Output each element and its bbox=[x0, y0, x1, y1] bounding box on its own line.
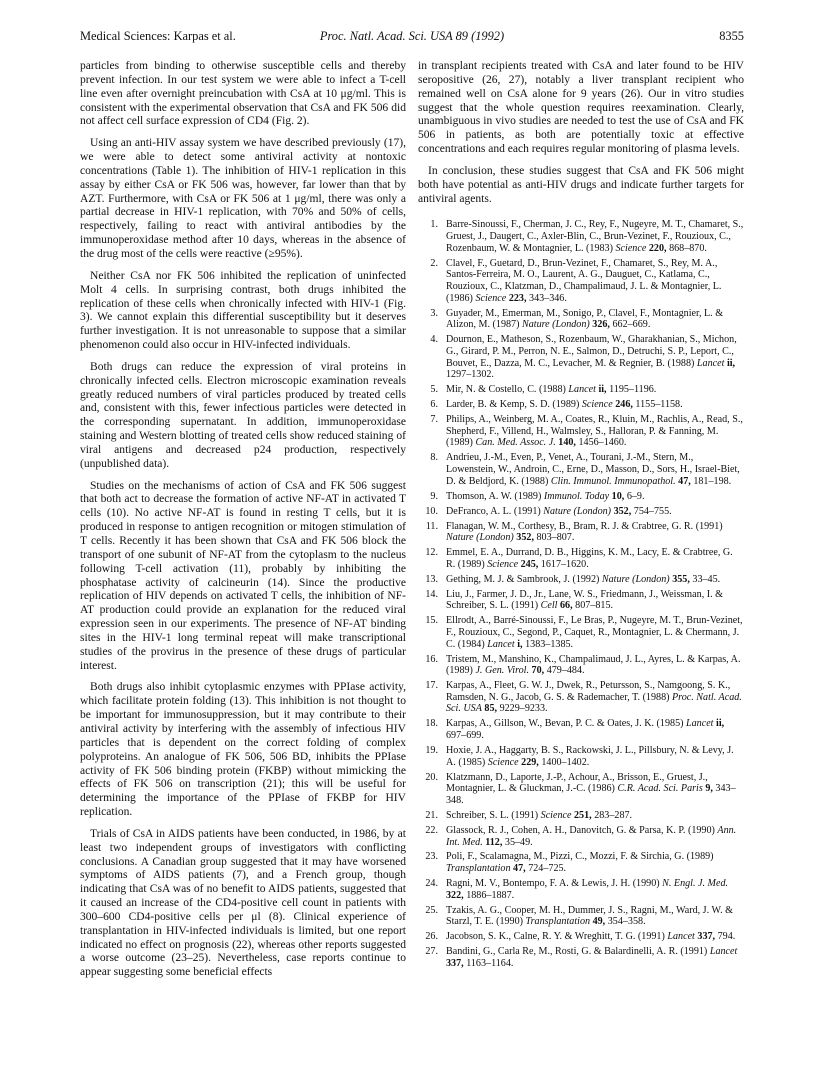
reference-authors: Liu, J., Farmer, J. D., Jr., Lane, W. S., Friedmann, J., Weissman, I. & Schreiber, S. L. (1991) bbox=[446, 588, 723, 612]
reference-authors: Guyader, M., Emerman, M., Sonigo, P., Clavel, F., Montagnier, L. & Alizon, M. (1987) bbox=[446, 307, 724, 331]
reference-journal: Nature (London) bbox=[601, 573, 670, 585]
reference-number: 6. bbox=[430, 399, 438, 411]
reference-volume: 47, bbox=[513, 863, 526, 875]
reference-journal: C.R. Acad. Sci. Paris bbox=[617, 783, 703, 795]
reference-authors: Tzakis, A. G., Cooper, M. H., Dummer, J. S., Ragni, M., Ward, J. W. & Starzl, T. E. (1990) bbox=[446, 904, 733, 928]
reference-number: 2. bbox=[430, 257, 438, 269]
reference-item bbox=[418, 258, 744, 305]
reference-number: 3. bbox=[430, 307, 438, 319]
reference-pages: 35–49. bbox=[504, 836, 533, 848]
reference-pages: 1195–1196. bbox=[609, 384, 657, 396]
reference-number: 4. bbox=[430, 334, 438, 346]
reference-authors: Glassock, R. J., Cohen, A. H., Danovitch, G. & Parsa, K. P. (1990) bbox=[446, 824, 715, 836]
header-section-title: Medical Sciences: Karpas et al. bbox=[80, 29, 236, 43]
reference-authors: Thomson, A. W. (1989) bbox=[446, 490, 542, 502]
reference-volume: 251, bbox=[574, 809, 592, 821]
reference-journal: Immunol. Today bbox=[543, 490, 610, 502]
reference-item bbox=[418, 825, 744, 848]
reference-pages: 1163–1164. bbox=[466, 957, 514, 969]
reference-journal: Lancet bbox=[686, 718, 714, 730]
reference-journal: Transplantation bbox=[525, 916, 591, 928]
reference-number: 7. bbox=[430, 414, 438, 426]
reference-journal: Nature (London) bbox=[521, 319, 590, 331]
reference-journal: Cell bbox=[540, 600, 558, 612]
reference-number: 21. bbox=[425, 809, 438, 821]
reference-journal: Proc. Natl. Acad. Sci. USA bbox=[446, 691, 742, 715]
reference-pages: 1617–1620. bbox=[540, 558, 589, 570]
reference-item bbox=[418, 745, 744, 768]
reference-volume: ii, bbox=[726, 357, 736, 369]
body-paragraph: Trials of CsA in AIDS patients have been conducted, in 1986, by at least two independent groups of investigators with conflicting conclusions. A Canadian group suggested that it may have worsened symptoms of AIDS patients (7), and a French group, though indicating that CsA was of no benefit to AIDS patients, suggested that it caused an increase of the CD4-positive cell count in patients with 300–600 CD4-positive cells per μl (8). Clinical experience of transplantation in HIV-infected individuals is limited, but one report indicated no effect on prognosis (22), whereas other reports suggested a worse outcome (23–25). Nevertheless, case reports continue to appear suggesting some beneficial effects bbox=[80, 827, 406, 979]
reference-journal: Transplantation bbox=[446, 863, 511, 875]
reference-authors: DeFranco, A. L. (1991) bbox=[446, 505, 541, 517]
reference-pages: 1155–1158. bbox=[635, 399, 683, 411]
reference-item bbox=[418, 574, 744, 586]
body-paragraph: Studies on the mechanisms of action of CsA and FK 506 suggest that both act to decrease the formation of active NF-AT in activated T cells (10). No active NF-AT is found in resting T cells, but it is produced in response to antigen recognition or mitogen stimulation of T cells. Recently it has been shown that CsA and FK 506 block the transport of one subunit of NF-AT from the cytoplasm to the nucleus following T-cell activation (11), probably by inhibiting the phosphatase activity of calcineurin (14). Since the productive replication of HIV depends on activated T cells, the inhibition of NF-AT production could provide an explanation for the reduced viral expression seen in our experiments. The presence of NF-AT binding sites in the HIV-1 long terminal repeat will make transcriptional studies of the provirus in the presence of these drugs of particular interest. bbox=[80, 479, 406, 672]
reference-authors: Ellrodt, A., Barré-Sinoussi, F., Le Bras, P., Nugeyre, M. T., Brun-Vezinet, F., Rouzioux, C., Segond, P., Caquet, R., Montagnier, L. & Chermann, J. C. (1984) bbox=[446, 615, 743, 650]
reference-authors: Clavel, F., Guetard, D., Brun-Vezinet, F., Chamaret, S., Rey, M. A., Santos-Ferreira, M. O., Laurent, A. G., Dauguet, C., Katlama, C., Rouzioux, C., Klatzman, D., Champalimaud, J. L. & Montagnier, L. (1986) bbox=[446, 257, 722, 304]
reference-number: 20. bbox=[425, 771, 438, 783]
reference-authors: Andrieu, J.-M., Even, P., Venet, A., Tourani, J.-M., Stern, M., Lowenstein, W., Androin, C., Erne, D., Masson, D., Sors, H., Israel-Biet, D. & Beldjord, K. (1988) bbox=[446, 452, 740, 487]
reference-pages: 662–669. bbox=[612, 319, 651, 331]
reference-authors: Philips, A., Weinberg, M. A., Coates, R., Kluin, M., Rachlis, A., Read, S., Shepherd, F., Villend, H., Walmsley, S., Halloran, P. & Fanning, M. (1989) bbox=[446, 414, 743, 449]
reference-authors: Mir, N. & Costello, C. (1988) bbox=[446, 384, 566, 396]
header-journal-citation: Proc. Natl. Acad. Sci. USA 89 (1992) bbox=[319, 29, 505, 43]
reference-volume: 140, bbox=[558, 437, 576, 449]
reference-item bbox=[418, 589, 744, 612]
reference-number: 22. bbox=[425, 824, 438, 836]
reference-authors: Emmel, E. A., Durrand, D. B., Higgins, K. M., Lacy, E. & Crabtree, G. R. (1989) bbox=[446, 547, 733, 570]
reference-journal: Lancet bbox=[696, 357, 725, 369]
reference-pages: 1383–1385. bbox=[525, 638, 574, 650]
reference-volume: 352, bbox=[516, 532, 534, 544]
reference-number: 8. bbox=[430, 452, 438, 464]
reference-number: 5. bbox=[430, 384, 438, 396]
reference-authors: Flanagan, W. M., Corthesy, B., Bram, R. J. & Crabtree, G. R. (1991) bbox=[446, 520, 723, 532]
reference-journal: Lancet bbox=[568, 384, 596, 396]
reference-item bbox=[418, 946, 744, 969]
reference-pages: 1297–1302. bbox=[446, 369, 494, 381]
reference-number: 13. bbox=[425, 573, 438, 585]
reference-number: 23. bbox=[425, 851, 438, 863]
reference-pages: 1400–1402. bbox=[541, 756, 590, 768]
right-text-column bbox=[418, 60, 744, 973]
reference-volume: i, bbox=[517, 638, 523, 650]
reference-authors: Karpas, A., Fleet, G. W. J., Dwek, R., Petursson, S., Namgoong, S. K., Ramsden, N. G., Jacob, G. S. & Rademacher, T. (1988) bbox=[446, 680, 731, 703]
reference-item bbox=[418, 547, 744, 570]
reference-pages: 343–348. bbox=[446, 783, 736, 806]
reference-item bbox=[418, 452, 744, 487]
reference-number: 1. bbox=[430, 219, 438, 231]
reference-number: 9. bbox=[430, 490, 438, 502]
reference-pages: 1456–1460. bbox=[578, 437, 627, 449]
reference-item bbox=[418, 851, 744, 874]
reference-journal: Science bbox=[581, 399, 613, 411]
reference-number: 16. bbox=[425, 653, 438, 665]
body-paragraph: Both drugs also inhibit cytoplasmic enzymes with PPIase activity, which facilitate protein folding (13). This inhibition is not thought to be important for immunosuppression, but it may contribute to their antiviral activity by interfering with the assembly of infectious HIV particles that is dependent on the correct folding of complex polyproteins. An analogue of FK 506, 506 BD, inhibits the PPIase activity of FK 506 binding protein (FKBP) without mimicking the effects of FK 506 on transcription (21); this will be useful for determining the importance of the PPIase of FKBP for HIV replication. bbox=[80, 681, 406, 819]
reference-item bbox=[418, 414, 744, 449]
reference-number: 14. bbox=[425, 588, 438, 600]
left-text-column bbox=[80, 60, 406, 988]
reference-item bbox=[418, 905, 744, 928]
reference-item bbox=[418, 810, 744, 822]
reference-number: 19. bbox=[425, 745, 438, 757]
reference-volume: 352, bbox=[613, 505, 632, 517]
reference-pages: 181–198. bbox=[693, 475, 732, 487]
reference-authors: Bandini, G., Carla Re, M., Rosti, G. & Balardinelli, A. R. (1991) bbox=[446, 946, 708, 958]
reference-number: 26. bbox=[425, 931, 438, 943]
reference-volume: 229, bbox=[521, 756, 539, 768]
reference-journal: Nature (London) bbox=[446, 532, 514, 544]
reference-authors: Poli, F., Scalamagna, M., Pizzi, C., Mozzi, F. & Sirchia, G. (1989) bbox=[446, 851, 714, 863]
conclusion-paragraph: In conclusion, these studies suggest that CsA and FK 506 might both have potential as anti-HIV drugs and indicate further targets for antiviral agents. bbox=[418, 164, 744, 205]
reference-journal: Science bbox=[615, 242, 647, 254]
reference-journal: Clin. Immunol. Immunopathol. bbox=[550, 475, 676, 487]
reference-volume: 246, bbox=[615, 399, 633, 411]
reference-pages: 724–725. bbox=[528, 863, 567, 875]
reference-item bbox=[418, 772, 744, 807]
reference-pages: 868–870. bbox=[669, 242, 707, 254]
reference-pages: 697–699. bbox=[446, 730, 484, 742]
reference-authors: Schreiber, S. L. (1991) bbox=[446, 809, 539, 821]
reference-journal: N. Engl. J. Med. bbox=[662, 878, 729, 890]
reference-item bbox=[418, 308, 744, 331]
reference-item bbox=[418, 931, 744, 943]
reference-pages: 33–45. bbox=[692, 573, 721, 585]
reference-item bbox=[418, 491, 744, 503]
reference-pages: 803–807. bbox=[536, 532, 575, 544]
reference-number: 27. bbox=[425, 946, 438, 958]
reference-volume: 47, bbox=[678, 475, 691, 487]
reference-authors: Dournon, E., Matheson, S., Rozenbaum, W., Gharakhanian, S., Michon, G., Girard, P. M., Perron, N. E., Salmon, D., Detruchi, S. P., Leport, C., Bouvet, E., Dazza, M. C., Levacher, M. & Regnier, B. (1988) bbox=[446, 334, 737, 369]
reference-item bbox=[418, 506, 744, 518]
reference-pages: 1886–1887. bbox=[466, 889, 515, 901]
reference-volume: 337, bbox=[697, 931, 716, 943]
reference-volume: 85, bbox=[484, 703, 498, 715]
reference-item bbox=[418, 718, 744, 741]
reference-authors: Barre-Sinoussi, F., Cherman, J. C., Rey, F., Nugeyre, M. T., Chamaret, S., Gruest, J., Daugert, C., Axler-Blin, C., Brun-Vezinet, F., Rouzioux, C., Rozenbaum, W. & Montagnier, L. (1983) bbox=[446, 219, 744, 254]
reference-journal: Science bbox=[487, 756, 519, 768]
reference-number: 10. bbox=[425, 505, 438, 517]
reference-volume: 112, bbox=[485, 836, 503, 848]
reference-authors: Larder, B. & Kemp, S. D. (1989) bbox=[446, 399, 580, 411]
reference-number: 25. bbox=[425, 904, 438, 916]
reference-volume: 9, bbox=[705, 783, 713, 795]
reference-volume: 223, bbox=[508, 292, 527, 304]
reference-journal: Lancet bbox=[487, 638, 515, 650]
reference-journal: Lancet bbox=[667, 931, 695, 943]
reference-authors: Tristem, M., Manshino, K., Champalimaud, J. L., Ayres, L. & Karpas, A. (1989) bbox=[446, 653, 741, 677]
reference-item bbox=[418, 384, 744, 396]
reference-volume: 245, bbox=[520, 558, 539, 570]
reference-journal: Science bbox=[487, 558, 519, 570]
reference-authors: Karpas, A., Gillson, W., Bevan, P. C. & Oates, J. K. (1985) bbox=[446, 718, 684, 730]
reference-volume: 66, bbox=[560, 600, 573, 612]
reference-list bbox=[418, 219, 744, 969]
reference-item bbox=[418, 878, 744, 901]
reference-number: 11. bbox=[425, 520, 438, 532]
reference-authors: Hoxie, J. A., Haggarty, B. S., Rackowski, J. L., Pillsbury, N. & Levy, J. A. (1985) bbox=[446, 745, 734, 768]
body-paragraph: Neither CsA nor FK 506 inhibited the replication of uninfected Molt 4 cells. In surprising contrast, both drugs inhibited the replication of these cells when chronically infected with HIV-1 (Fig. 3). We cannot explain this differential susceptibility but it deserves further investigation. It is not unreasonable to suppose that a similar phenomenon could also occur in HIV-infected individuals. bbox=[80, 269, 406, 352]
reference-authors: Jacobson, S. K., Calne, R. Y. & Wreghitt, T. G. (1991) bbox=[446, 931, 665, 943]
body-paragraph: in transplant recipients treated with CsA and later found to be HIV seropositive (26, 27), notably a liver transplant recipient who remained well on CsA alone for 9 years (26). Our in vitro studies suggest that the whole question requires reexamination. Clearly, unambiguous in vivo studies are needed to test the use of CsA and FK 506 in patients, as both are potentially toxic at effective concentrations and each requires regular monitoring of plasma levels. bbox=[418, 60, 744, 156]
body-paragraph: Using an anti-HIV assay system we have described previously (17), we were able to detect some antiviral activity at nontoxic concentrations (Table 1). The inhibition of HIV-1 replication in this assay by either CsA or FK 506 was, however, far lower than that by AZT. Furthermore, with CsA or FK 506 at 1 μg/ml, there was only a partial decrease in HIV-1 replication, with 70% and 50% of cells, respectively, failing to react with antiviral antibodies by the immunoperoxidase method after 10 days, whereas in the absence of the drug most of the cells were reactive (≥95%). bbox=[80, 137, 406, 260]
header-page-number: 8355 bbox=[719, 29, 744, 43]
reference-volume: 49, bbox=[592, 916, 606, 928]
reference-volume: 326, bbox=[592, 319, 610, 331]
reference-pages: 479–484. bbox=[546, 665, 585, 677]
reference-item bbox=[418, 334, 744, 381]
reference-pages: 9229–9233. bbox=[499, 703, 548, 715]
reference-pages: 354–358. bbox=[607, 916, 646, 928]
reference-number: 18. bbox=[425, 718, 438, 730]
reference-volume: ii, bbox=[598, 384, 607, 396]
reference-number: 15. bbox=[425, 615, 438, 627]
reference-volume: 10, bbox=[611, 490, 625, 502]
reference-pages: 343–346. bbox=[529, 292, 567, 304]
reference-journal: Science bbox=[475, 292, 507, 304]
reference-number: 12. bbox=[425, 547, 438, 559]
reference-item bbox=[418, 654, 744, 677]
running-header bbox=[80, 29, 744, 47]
reference-authors: Gething, M. J. & Sambrook, J. (1992) bbox=[446, 573, 600, 585]
reference-journal: Lancet bbox=[709, 946, 738, 958]
reference-item bbox=[418, 680, 744, 715]
body-paragraph: particles from binding to otherwise susceptible cells and thereby prevent infection. In our test system we were able to infect a T-cell line even after overnight preincubation with CsA at 10 μg/ml. This is consistent with the experimental observation that CsA and FK 506 did not affect cell surface expression of CD4 (Fig. 2). bbox=[80, 60, 406, 128]
reference-volume: 220, bbox=[648, 242, 667, 254]
reference-volume: 337, bbox=[446, 957, 464, 969]
reference-journal: Can. Med. Assoc. J. bbox=[475, 437, 556, 449]
reference-item bbox=[418, 399, 744, 411]
reference-item bbox=[418, 219, 744, 254]
reference-item bbox=[418, 615, 744, 650]
reference-journal: Nature (London) bbox=[543, 505, 612, 517]
reference-pages: 754–755. bbox=[633, 505, 672, 517]
reference-pages: 807–815. bbox=[575, 600, 614, 612]
reference-volume: 322, bbox=[446, 889, 464, 901]
reference-number: 24. bbox=[425, 878, 438, 890]
reference-journal: Ann. Int. Med. bbox=[446, 824, 737, 848]
reference-volume: ii, bbox=[716, 718, 725, 730]
reference-pages: 794. bbox=[717, 931, 736, 943]
reference-volume: 355, bbox=[672, 573, 690, 585]
body-paragraph: Both drugs can reduce the expression of viral proteins in chronically infected cells. Electron microscopic examination reveals greatly reduced numbers of viral particles produced by treated cells and, consistent with this, fewer infectious particles were detected in the corresponding supernatant. In addition, immunoperoxidase staining and Western blotting of treated cells show reduced staining of viral antigens and decreased p24 production, respectively (unpublished data). bbox=[80, 360, 406, 470]
reference-volume: 70, bbox=[531, 665, 545, 677]
reference-number: 17. bbox=[425, 680, 438, 692]
reference-item bbox=[418, 521, 744, 544]
reference-journal: J. Gen. Virol. bbox=[475, 665, 529, 677]
reference-pages: 283–287. bbox=[594, 809, 633, 821]
reference-pages: 6–9. bbox=[626, 490, 645, 502]
reference-authors: Klatzmann, D., Laporte, J.-P., Achour, A., Brisson, E., Gruest, J., Montagnier, L. & Gluckman, J.-C. (1986) bbox=[446, 771, 708, 795]
reference-authors: Ragni, M. V., Bontempo, F. A. & Lewis, J. H. (1990) bbox=[446, 878, 660, 890]
reference-journal: Science bbox=[540, 809, 572, 821]
